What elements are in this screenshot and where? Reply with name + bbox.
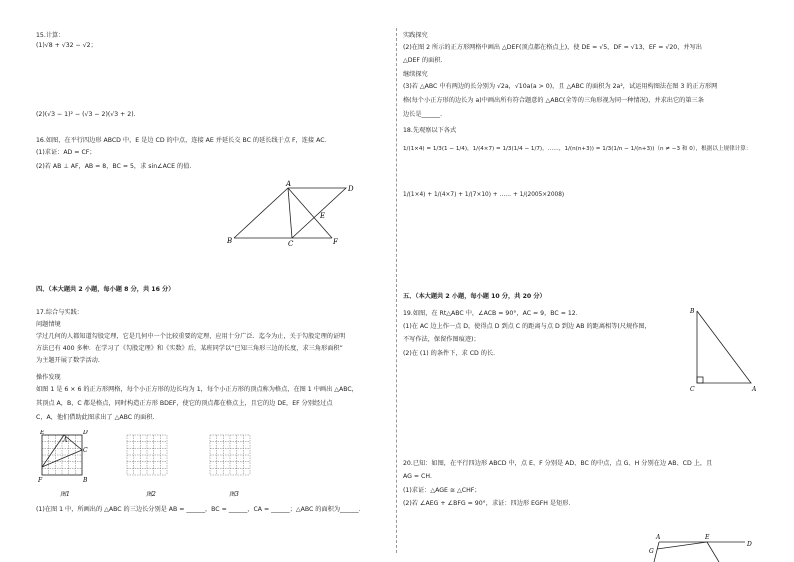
q17-part2-line2: △DEF 的面积. xyxy=(403,57,443,64)
label-C: C xyxy=(288,240,294,248)
q18-pattern: 1/(1×4) = 1/3(1 − 1/4)，1/(4×7) = 1/3(1/4 − 1/7)，……，1/(n(n+3)) = 1/3(1/n − 1/(n+3))（n ≠ −3 和 0），根据以上规律计算： xyxy=(403,146,752,152)
q17-title: 17.综合与实践： xyxy=(36,309,83,316)
left-column xyxy=(36,0,390,562)
q18-title: 18.先观察以下各式 xyxy=(403,127,457,134)
q17-part3-line3: 边长是______. xyxy=(403,111,443,118)
section-five-heading: 五、（本大题共 2 小题，每小题 10 分，共 20 分） xyxy=(403,293,546,300)
q16-stem: 16.如图，在平行四边形 ABCD 中，E 是边 CD 的中点，连接 AE 并延长交 BC 的延长线于点 F，连接 AC． xyxy=(36,137,331,144)
q17-para2-line1: 如图 1 是 6 × 6 的正方形网格，每个小正方形的边长均为 1，每个小正方形的顶点称为格点，在图 1 中画出 △ABC， xyxy=(36,386,358,393)
q17-part3-line1: (3)若 △ABC 中有两边的长分别为 √2a，√10a(a > 0)，且 △ABC 的面积为 2a²，试运用构图法在图 3 的正方形网 xyxy=(403,83,718,90)
q19-part2: (2)在 (1) 的条件下，求 CD 的长. xyxy=(403,350,496,357)
fig1-label-A: A xyxy=(63,437,68,444)
q17-para1-line3: 为主题开展了数学活动. xyxy=(36,357,100,364)
q17-para2-line3: C，A，他们借助此图求出了 △ABC 的面积. xyxy=(36,414,155,421)
q17-para1-line1: 学过几何的人都知道勾股定理，它是几何中一个比较重要的定理，应用十分广泛．迄今为止，关于勾股定理的证明 xyxy=(36,333,346,340)
q19-label-C: C xyxy=(690,386,695,393)
q17-subtitle-operation: 操作发现 xyxy=(36,374,61,381)
label-B: B xyxy=(227,237,233,245)
fig3-caption: 图3 xyxy=(229,491,239,498)
q15-part2: (2)(√3 − 1)² − (√3 − 2)(√3 + 2). xyxy=(36,111,136,118)
right-column xyxy=(403,0,775,562)
fig2-caption: 图2 xyxy=(146,491,156,498)
q20-label-A: A xyxy=(656,534,661,541)
q19-stem: 19.如图，在 Rt△ABC 中，∠ACB = 90°，AC = 9，BC = 12． xyxy=(403,310,582,317)
q17-para1-line2: 方法已有 400 多种．在学习了《勾股定理》和《实数》后，某班同学以“已知三角形三边的长度，求三角形面积” xyxy=(36,345,343,352)
q15-part1: (1)√8 + √32 − √2； xyxy=(36,42,97,49)
q17-part2-line1: (2)在图 2 所示的正方形网格中画出 △DEF(顶点都在格点上)，使 DE = √5，DF = √13，EF = √20，并写出 xyxy=(403,44,702,51)
q17-grid-figures xyxy=(36,430,266,500)
q20-stem-line2: AG = CH． xyxy=(403,473,437,480)
q20-label-G: G xyxy=(649,548,654,555)
label-A: A xyxy=(286,180,292,188)
q17-part3-line2: 格(每个小正方形的边长为 a)中画出所有符合题意的 △ABC(全等的三角形视为同一种情况)，并求出它的第三条 xyxy=(403,97,704,104)
fig1-caption: 图1 xyxy=(60,491,70,498)
q15-title: 15.计算： xyxy=(36,32,65,39)
fig1-label-E: E xyxy=(40,430,45,436)
fig1-label-B: B xyxy=(83,477,88,484)
section-four-heading: 四、（本大题共 2 小题，每小题 8 分，共 16 分） xyxy=(36,286,175,293)
fig1-label-F: F xyxy=(38,477,43,484)
q17-para2-line2: 其顶点 A，B，C 都是格点，同时构造正方形 BDEF，使它的顶点都在格点上，且它的边 DE，EF 分别经过点 xyxy=(36,400,333,407)
q19-part1-line1: (1)在 AC 边上作一点 D，使得点 D 到点 C 的距离与点 D 到边 AB 的距离相等(尺规作图， xyxy=(403,323,651,330)
fig1-label-D: D xyxy=(83,430,88,436)
fig1-label-C: C xyxy=(83,447,88,454)
q18-calculation: 1/(1×4) + 1/(4×7) + 1/(7×10) + …… + 1/(2005×2008) xyxy=(403,192,565,198)
q16-parallelogram-figure xyxy=(222,180,382,250)
q19-label-B: B xyxy=(690,308,695,315)
q16-part1: (1)求证：AD = CF； xyxy=(36,149,96,156)
label-D: D xyxy=(348,185,354,193)
label-E: E xyxy=(320,212,326,220)
q19-part1-line2: 不写作法，保留作图痕迹)； xyxy=(403,336,480,343)
q17-subtitle-context: 问题情境 xyxy=(36,321,61,328)
q20-label-E: E xyxy=(705,534,710,541)
q17-subtitle-practice: 实践探究 xyxy=(403,32,428,39)
q20-label-D: D xyxy=(747,541,752,548)
q20-part2: (2)若 ∠AEG + ∠BFG = 90°，求证：四边形 EGFH 是矩形. xyxy=(403,500,571,507)
q19-right-triangle-figure xyxy=(689,305,759,395)
q20-parallelogram-figure xyxy=(649,530,764,562)
q19-label-A: A xyxy=(752,386,757,393)
column-divider xyxy=(396,28,397,553)
q16-part2: (2)若 AB ⊥ AF，AB = 8，BC = 5，求 sin∠ACE 的值. xyxy=(36,163,192,170)
q17-subtitle-continue: 继续探究 xyxy=(403,71,428,78)
label-F: F xyxy=(333,238,338,246)
q20-stem-line1: 20.已知：如图，在平行四边形 ABCD 中，点 E、F 分别是 AD、BC 的中点，点 G、H 分别在边 AB、CD 上，且 xyxy=(403,460,713,467)
q17-part1: (1)在图 1 中，所画出的 △ABC 的三边长分别是 AB = ______，BC = ______，CA = ______；△ABC 的面积为______． xyxy=(36,506,365,513)
q20-part1: (1)求证：△AGE ≅ △CHF； xyxy=(403,487,481,494)
